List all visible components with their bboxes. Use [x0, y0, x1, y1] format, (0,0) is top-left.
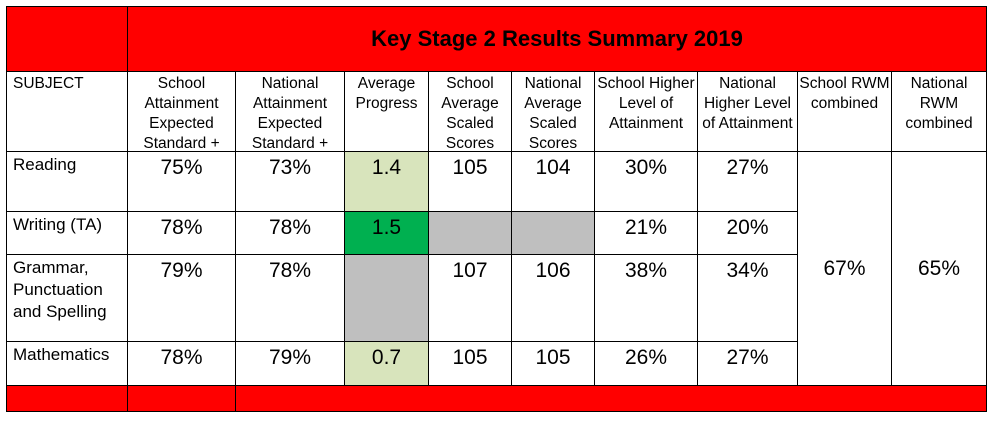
gps-school-scaled: 107 [428, 254, 512, 342]
writing-school-scaled-na [428, 211, 512, 255]
header-school-rwm: School RWM combined [797, 71, 892, 152]
header-national-scaled: National Average Scaled Scores [511, 71, 595, 152]
header-national-attainment: National Attainment Expected Standard + [235, 71, 345, 152]
writing-school-higher: 21% [594, 211, 698, 255]
table-title: Key Stage 2 Results Summary 2019 [127, 6, 987, 72]
footer-band-cell-3 [235, 385, 987, 412]
gps-national-scaled: 106 [511, 254, 595, 342]
writing-national-higher: 20% [697, 211, 798, 255]
maths-national-scaled: 105 [511, 341, 595, 386]
reading-school-scaled: 105 [428, 151, 512, 212]
header-average-progress: Average Progress [344, 71, 429, 152]
reading-national-scaled: 104 [511, 151, 595, 212]
row-subject-gps: Grammar, Punctuation and Spelling [6, 254, 128, 342]
writing-progress: 1.5 [344, 211, 429, 255]
reading-national-attainment: 73% [235, 151, 345, 212]
header-school-scaled: School Average Scaled Scores [428, 71, 512, 152]
gps-national-attainment: 78% [235, 254, 345, 342]
maths-school-higher: 26% [594, 341, 698, 386]
writing-national-attainment: 78% [235, 211, 345, 255]
gps-school-attainment: 79% [127, 254, 236, 342]
maths-school-attainment: 78% [127, 341, 236, 386]
maths-progress: 0.7 [344, 341, 429, 386]
gps-school-higher: 38% [594, 254, 698, 342]
writing-school-attainment: 78% [127, 211, 236, 255]
header-school-attainment: School Attainment Expected Standard + [127, 71, 236, 152]
row-subject-mathematics: Mathematics [6, 341, 128, 386]
reading-school-attainment: 75% [127, 151, 236, 212]
reading-school-higher: 30% [594, 151, 698, 212]
gps-progress-na [344, 254, 429, 342]
row-subject-reading: Reading [6, 151, 128, 212]
school-rwm-value: 67% [797, 151, 892, 386]
national-rwm-value: 65% [891, 151, 987, 386]
footer-band-cell-1 [6, 385, 128, 412]
row-subject-writing: Writing (TA) [6, 211, 128, 255]
footer-band-cell-2 [127, 385, 236, 412]
gps-national-higher: 34% [697, 254, 798, 342]
maths-school-scaled: 105 [428, 341, 512, 386]
header-school-higher: School Higher Level of Attainment [594, 71, 698, 152]
header-national-rwm: National RWM combined [891, 71, 987, 152]
header-subject: SUBJECT [6, 71, 128, 152]
reading-progress: 1.4 [344, 151, 429, 212]
maths-national-higher: 27% [697, 341, 798, 386]
writing-national-scaled-na [511, 211, 595, 255]
maths-national-attainment: 79% [235, 341, 345, 386]
header-national-higher: National Higher Level of Attainment [697, 71, 798, 152]
reading-national-higher: 27% [697, 151, 798, 212]
title-corner-cell [6, 6, 128, 72]
